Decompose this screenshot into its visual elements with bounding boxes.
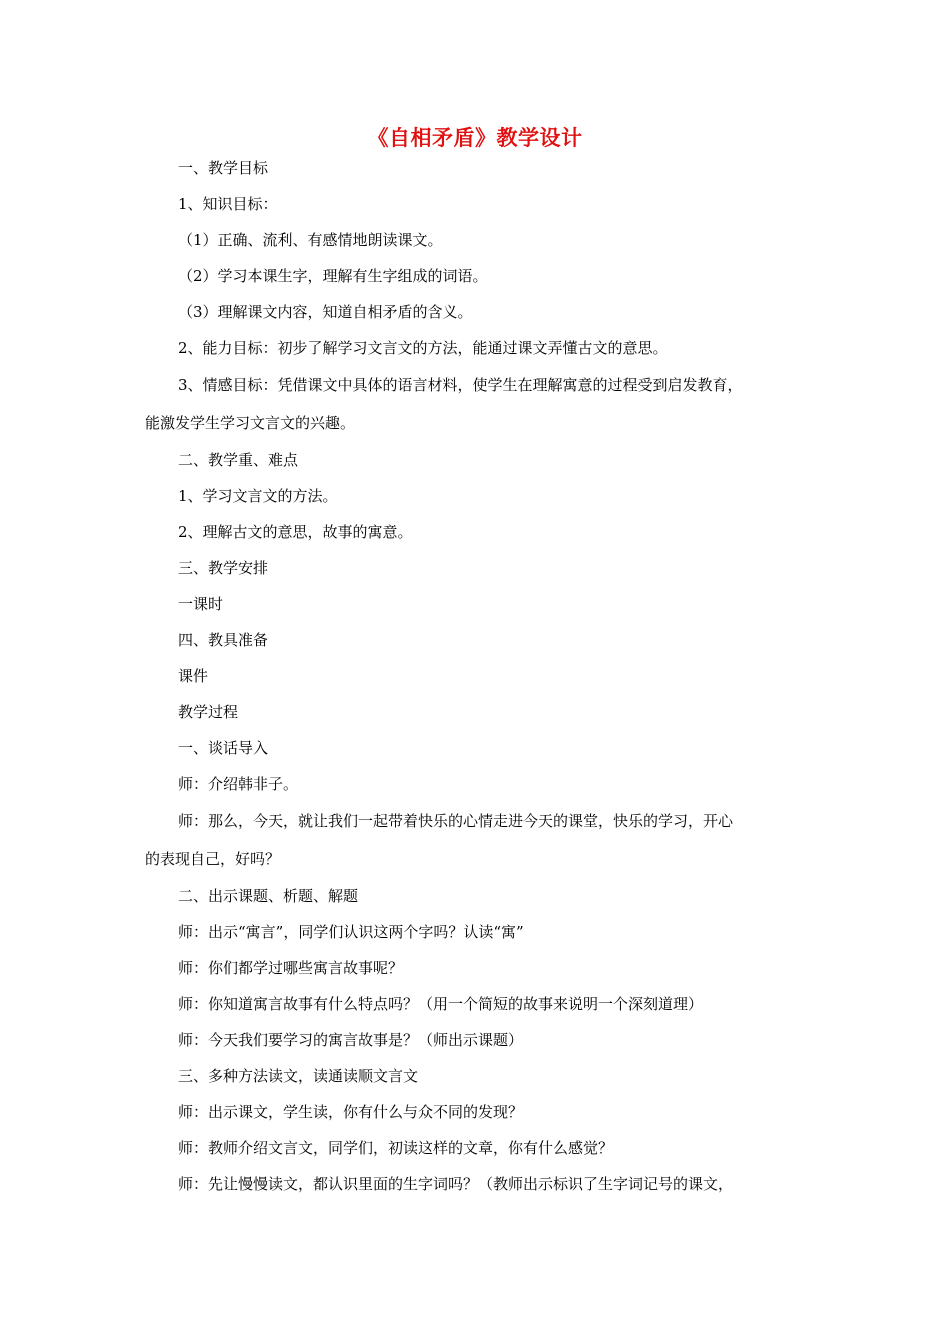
paragraph-text: 2、能力目标：初步了解学习文言文的方法，能通过课文弄懂古文的意思。: [178, 339, 668, 357]
paragraph: [145, 366, 810, 442]
paragraph-text: （2）学习本课生字，理解有生字组成的词语。: [178, 267, 488, 285]
paragraph-text: 3、情感目标：凭借课文中具体的语言材料，使学生在理解寓意的过程受到启发教育，: [178, 376, 743, 394]
paragraph: [145, 658, 810, 694]
paragraph-text: 课件: [178, 667, 209, 685]
paragraph: [145, 586, 810, 622]
paragraph: [145, 186, 810, 222]
paragraph-text: 1、知识目标：: [178, 195, 278, 213]
paragraph-continuation: 的表现自己，好吗？: [145, 850, 281, 868]
paragraph-text: 一、教学目标: [178, 159, 269, 177]
paragraph: [145, 1094, 810, 1130]
paragraph: [145, 478, 810, 514]
paragraph: [145, 694, 810, 730]
paragraph-text: 2、理解古文的意思，故事的寓意。: [178, 523, 413, 541]
paragraph-text: 二、教学重、难点: [178, 451, 299, 469]
paragraph: [145, 1166, 810, 1202]
paragraph: [145, 258, 810, 294]
paragraph-text: 一、谈话导入: [178, 739, 269, 757]
paragraph: [145, 442, 810, 478]
paragraph: [145, 514, 810, 550]
paragraph-text: 三、教学安排: [178, 559, 269, 577]
paragraph: [145, 1022, 810, 1058]
paragraph-text: 师：先让慢慢读文，都认识里面的生字词吗？（教师出示标识了生字词记号的课文，: [178, 1175, 734, 1193]
paragraph-text: 一课时: [178, 595, 224, 613]
paragraph: [145, 950, 810, 986]
paragraph: [145, 330, 810, 366]
paragraph-text: 师：介绍韩非子。: [178, 775, 299, 793]
paragraph: [145, 222, 810, 258]
paragraph: [145, 986, 810, 1022]
paragraph: [145, 1058, 810, 1094]
paragraph: [145, 802, 810, 878]
paragraph-text: （1）正确、流利、有感情地朗读课文。: [178, 231, 443, 249]
paragraph-text: 师：那么，今天，就让我们一起带着快乐的心情走进今天的课堂，快乐的学习，开心: [178, 812, 734, 830]
paragraph: [145, 914, 810, 950]
paragraph-text: 二、出示课题、析题、解题: [178, 887, 359, 905]
paragraph: [145, 550, 810, 586]
paragraph: [145, 622, 810, 658]
paragraph-continuation: 能激发学生学习文言文的兴趣。: [145, 414, 356, 432]
paragraph: [145, 878, 810, 914]
paragraph-text: 师：你们都学过哪些寓言故事呢？: [178, 959, 404, 977]
document-title: 《自相矛盾》教学设计: [367, 125, 583, 150]
paragraph: [145, 1130, 810, 1166]
paragraph: [145, 730, 810, 766]
paragraph-text: 四、教具准备: [178, 631, 269, 649]
paragraph: [145, 766, 810, 802]
paragraph: [145, 150, 810, 186]
paragraph-text: 师：今天我们要学习的寓言故事是？（师出示课题）: [178, 1031, 524, 1049]
paragraph-text: 师：出示“寓言”，同学们认识这两个字吗？认读“寓”: [178, 923, 524, 941]
paragraph-text: 1、学习文言文的方法。: [178, 487, 338, 505]
paragraph-text: 师：你知道寓言故事有什么特点吗？（用一个简短的故事来说明一个深刻道理）: [178, 995, 704, 1013]
paragraph: [145, 294, 810, 330]
paragraph-text: 教学过程: [178, 703, 239, 721]
paragraph-text: 三、多种方法读文，读通读顺文言文: [178, 1067, 419, 1085]
paragraph-text: 师：出示课文，学生读，你有什么与众不同的发现？: [178, 1103, 524, 1121]
document-body: [145, 150, 810, 1202]
paragraph-text: 师：教师介绍文言文，同学们，初读这样的文章，你有什么感觉？: [178, 1139, 614, 1157]
paragraph-text: （3）理解课文内容，知道自相矛盾的含义。: [178, 303, 473, 321]
